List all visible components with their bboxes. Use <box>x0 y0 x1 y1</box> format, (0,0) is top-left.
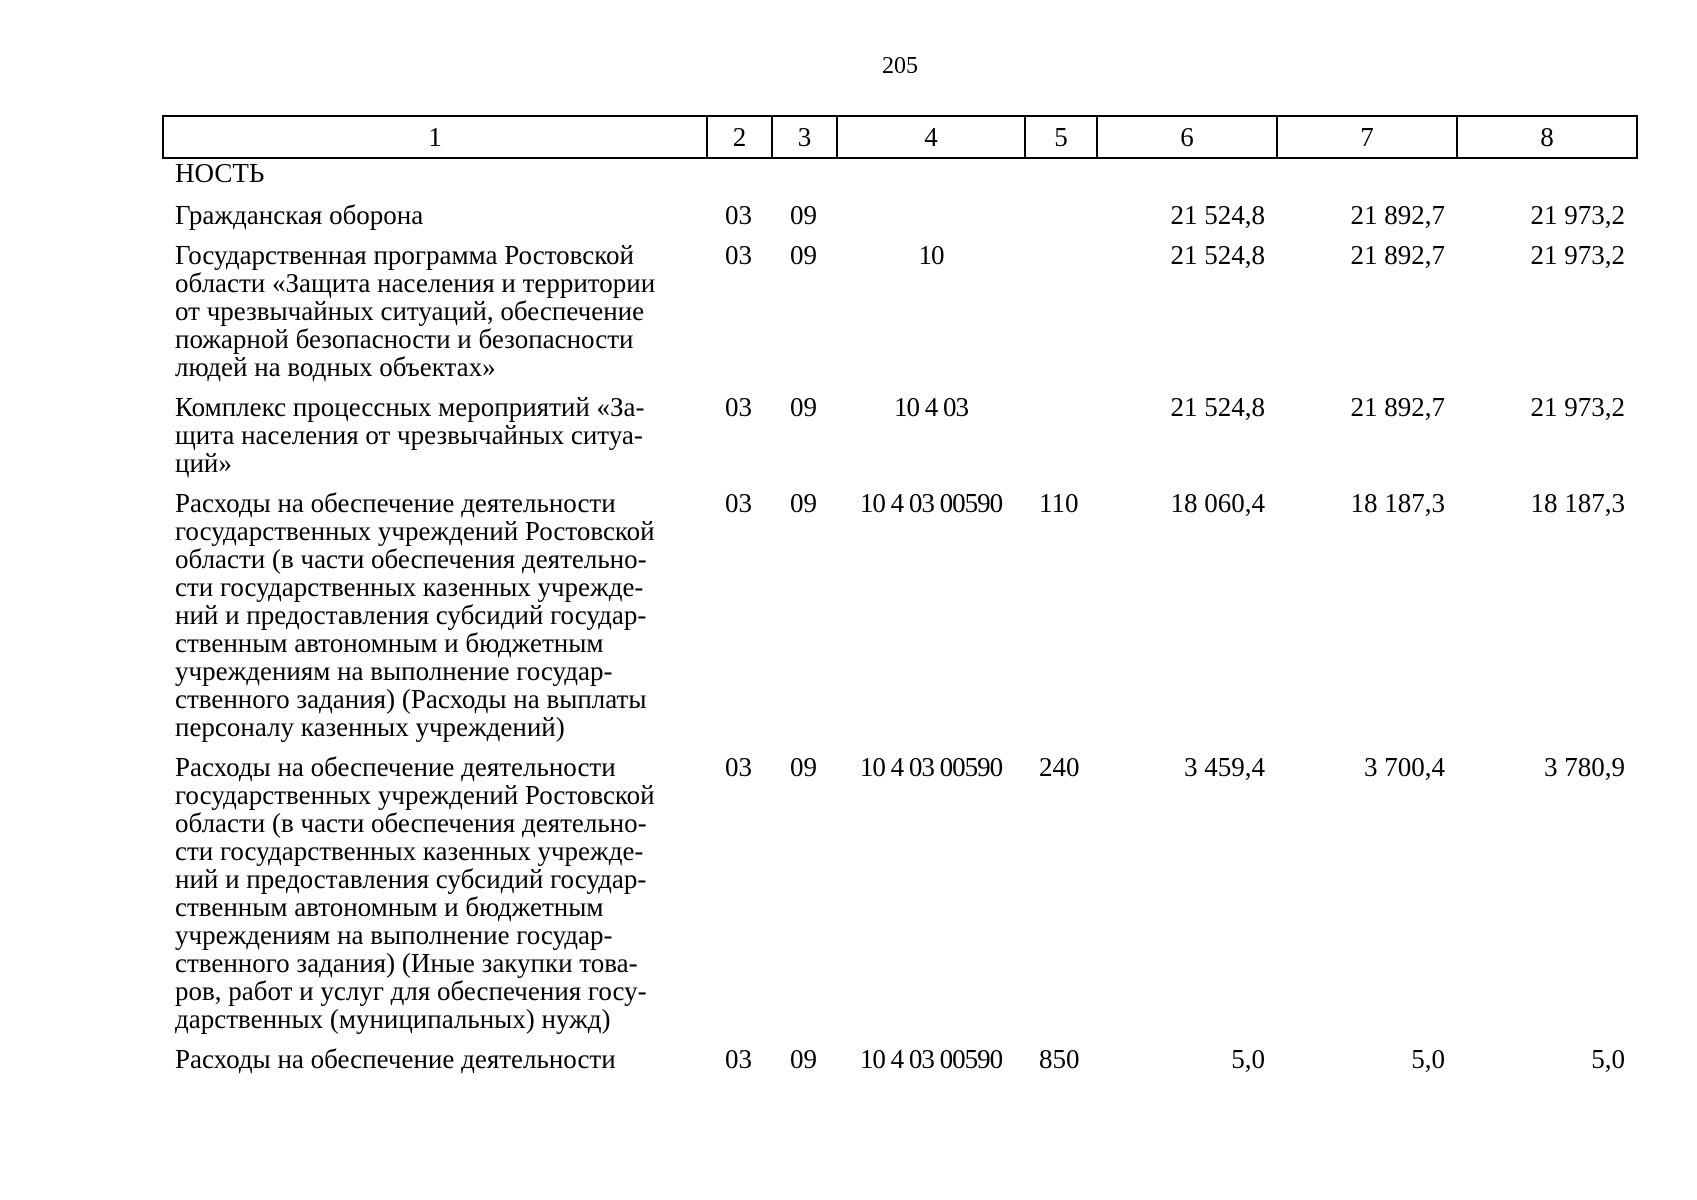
row-name-line: ний и предоставления субсидий государ- <box>175 600 647 630</box>
row-name <box>163 489 707 753</box>
row-name-line: области (в части обеспечения деятельно- <box>175 808 647 838</box>
row-name-line: сти государственных казенных учрежде- <box>175 572 644 602</box>
amount-year-3: 21 973,2 <box>1530 240 1625 270</box>
subsection-code: 09 <box>790 392 817 422</box>
continuation-row <box>163 158 1637 201</box>
amount-year-3: 18 187,3 <box>1530 488 1625 518</box>
row-name <box>163 241 707 393</box>
row-name-line: Расходы на обеспечение деятельности <box>175 488 616 518</box>
table-row <box>163 393 1637 489</box>
row-name <box>163 753 707 1045</box>
column-header-5: 5 <box>1025 116 1097 158</box>
table-row <box>163 1045 1637 1085</box>
row-name-line: от чрезвычайных ситуаций, обеспечение <box>175 296 645 326</box>
target-article-code: 10 <box>918 240 944 270</box>
row-name <box>163 201 707 241</box>
amount-year-2: 18 187,3 <box>1350 488 1445 518</box>
row-name-line: государственных учреждений Ростовской <box>175 780 655 810</box>
column-header-1: 1 <box>163 116 707 158</box>
target-article-code <box>837 201 1025 241</box>
amount-year-3: 3 780,9 <box>1544 752 1625 782</box>
row-name-line: Гражданская оборона <box>175 200 424 230</box>
row-name-line: пожарной безопасности и безопасности <box>175 324 634 354</box>
amount-year-3: 21 973,2 <box>1530 392 1625 422</box>
row-name-line: ний и предоставления субсидий государ- <box>175 864 647 894</box>
section-code: 03 <box>725 1044 752 1074</box>
amount-year-2: 21 892,7 <box>1350 240 1445 270</box>
target-article-code: 10 4 03 00590 <box>859 1044 1003 1074</box>
subsection-code: 09 <box>790 1044 817 1074</box>
row-name-line: ров, работ и услуг для обеспечения госу- <box>175 976 647 1006</box>
row-name-line: Расходы на обеспечение деятельности <box>175 1044 616 1074</box>
column-header-4: 4 <box>837 116 1025 158</box>
subsection-code: 09 <box>790 200 817 230</box>
target-article-code: 10 4 03 00590 <box>859 488 1003 518</box>
amount-year-2: 21 892,7 <box>1350 392 1445 422</box>
subsection-code: 09 <box>790 752 817 782</box>
table-body <box>163 158 1637 1085</box>
row-name-line: ственным автономным и бюджетным <box>175 628 604 658</box>
row-name-line: сти государственных казенных учрежде- <box>175 836 644 866</box>
row-name-line: дарственных (муниципальных) нужд) <box>175 1004 611 1034</box>
table-row <box>163 753 1637 1045</box>
row-name-line: ственного задания) (Расходы на выплаты <box>175 684 647 714</box>
continuation-text: НОСТЬ <box>175 158 265 188</box>
table-row <box>163 489 1637 753</box>
section-code: 03 <box>725 240 752 270</box>
amount-year-1: 21 524,8 <box>1170 392 1265 422</box>
row-name-line: учреждениям на выполнение государ- <box>175 920 613 950</box>
target-article-code: 10 4 03 00590 <box>859 752 1003 782</box>
row-name <box>163 1045 707 1085</box>
table-row <box>163 241 1637 393</box>
row-name-line: людей на водных объектах» <box>175 352 496 382</box>
column-header-3: 3 <box>772 116 837 158</box>
expense-type-code <box>1025 393 1097 489</box>
row-name-line: Расходы на обеспечение деятельности <box>175 752 616 782</box>
row-name-line: области «Защита населения и территории <box>175 268 656 298</box>
table-row <box>163 201 1637 241</box>
amount-year-2: 5,0 <box>1411 1044 1445 1074</box>
section-code: 03 <box>725 488 752 518</box>
table-header <box>163 116 1637 158</box>
row-name-line: ственного задания) (Иные закупки това- <box>175 948 638 978</box>
subsection-code: 09 <box>790 488 817 518</box>
page-number: 205 <box>882 53 918 79</box>
amount-year-1: 3 459,4 <box>1184 752 1265 782</box>
section-code: 03 <box>725 392 752 422</box>
expense-type-code: 240 <box>1039 752 1080 782</box>
column-header-2: 2 <box>707 116 772 158</box>
row-name-line: щита населения от чрезвычайных ситуа- <box>175 420 643 450</box>
row-name-line: ций» <box>175 448 232 478</box>
expense-type-code <box>1025 241 1097 393</box>
budget-table <box>162 115 1638 1085</box>
amount-year-1: 21 524,8 <box>1170 200 1265 230</box>
target-article-code: 10 4 03 <box>894 392 968 422</box>
amount-year-3: 21 973,2 <box>1530 200 1625 230</box>
row-name-line: Комплекс процессных мероприятий «За- <box>175 392 645 422</box>
subsection-code: 09 <box>790 240 817 270</box>
amount-year-2: 3 700,4 <box>1364 752 1445 782</box>
row-name-line: области (в части обеспечения деятельно- <box>175 544 647 574</box>
row-name-line: государственных учреждений Ростовской <box>175 516 655 546</box>
row-name-line: персоналу казенных учреждений) <box>175 712 565 742</box>
row-name-line: Государственная программа Ростовской <box>175 240 634 270</box>
column-header-8: 8 <box>1457 116 1637 158</box>
section-code: 03 <box>725 752 752 782</box>
row-name-line: учреждениям на выполнение государ- <box>175 656 613 686</box>
row-name <box>163 393 707 489</box>
amount-year-1: 21 524,8 <box>1170 240 1265 270</box>
amount-year-1: 5,0 <box>1231 1044 1265 1074</box>
amount-year-3: 5,0 <box>1591 1044 1625 1074</box>
amount-year-2: 21 892,7 <box>1350 200 1445 230</box>
expense-type-code: 850 <box>1039 1044 1080 1074</box>
row-name-line: ственным автономным и бюджетным <box>175 892 604 922</box>
column-header-7: 7 <box>1277 116 1457 158</box>
expense-type-code: 110 <box>1039 488 1079 518</box>
section-code: 03 <box>725 200 752 230</box>
expense-type-code <box>1025 201 1097 241</box>
column-header-6: 6 <box>1097 116 1277 158</box>
amount-year-1: 18 060,4 <box>1170 488 1265 518</box>
